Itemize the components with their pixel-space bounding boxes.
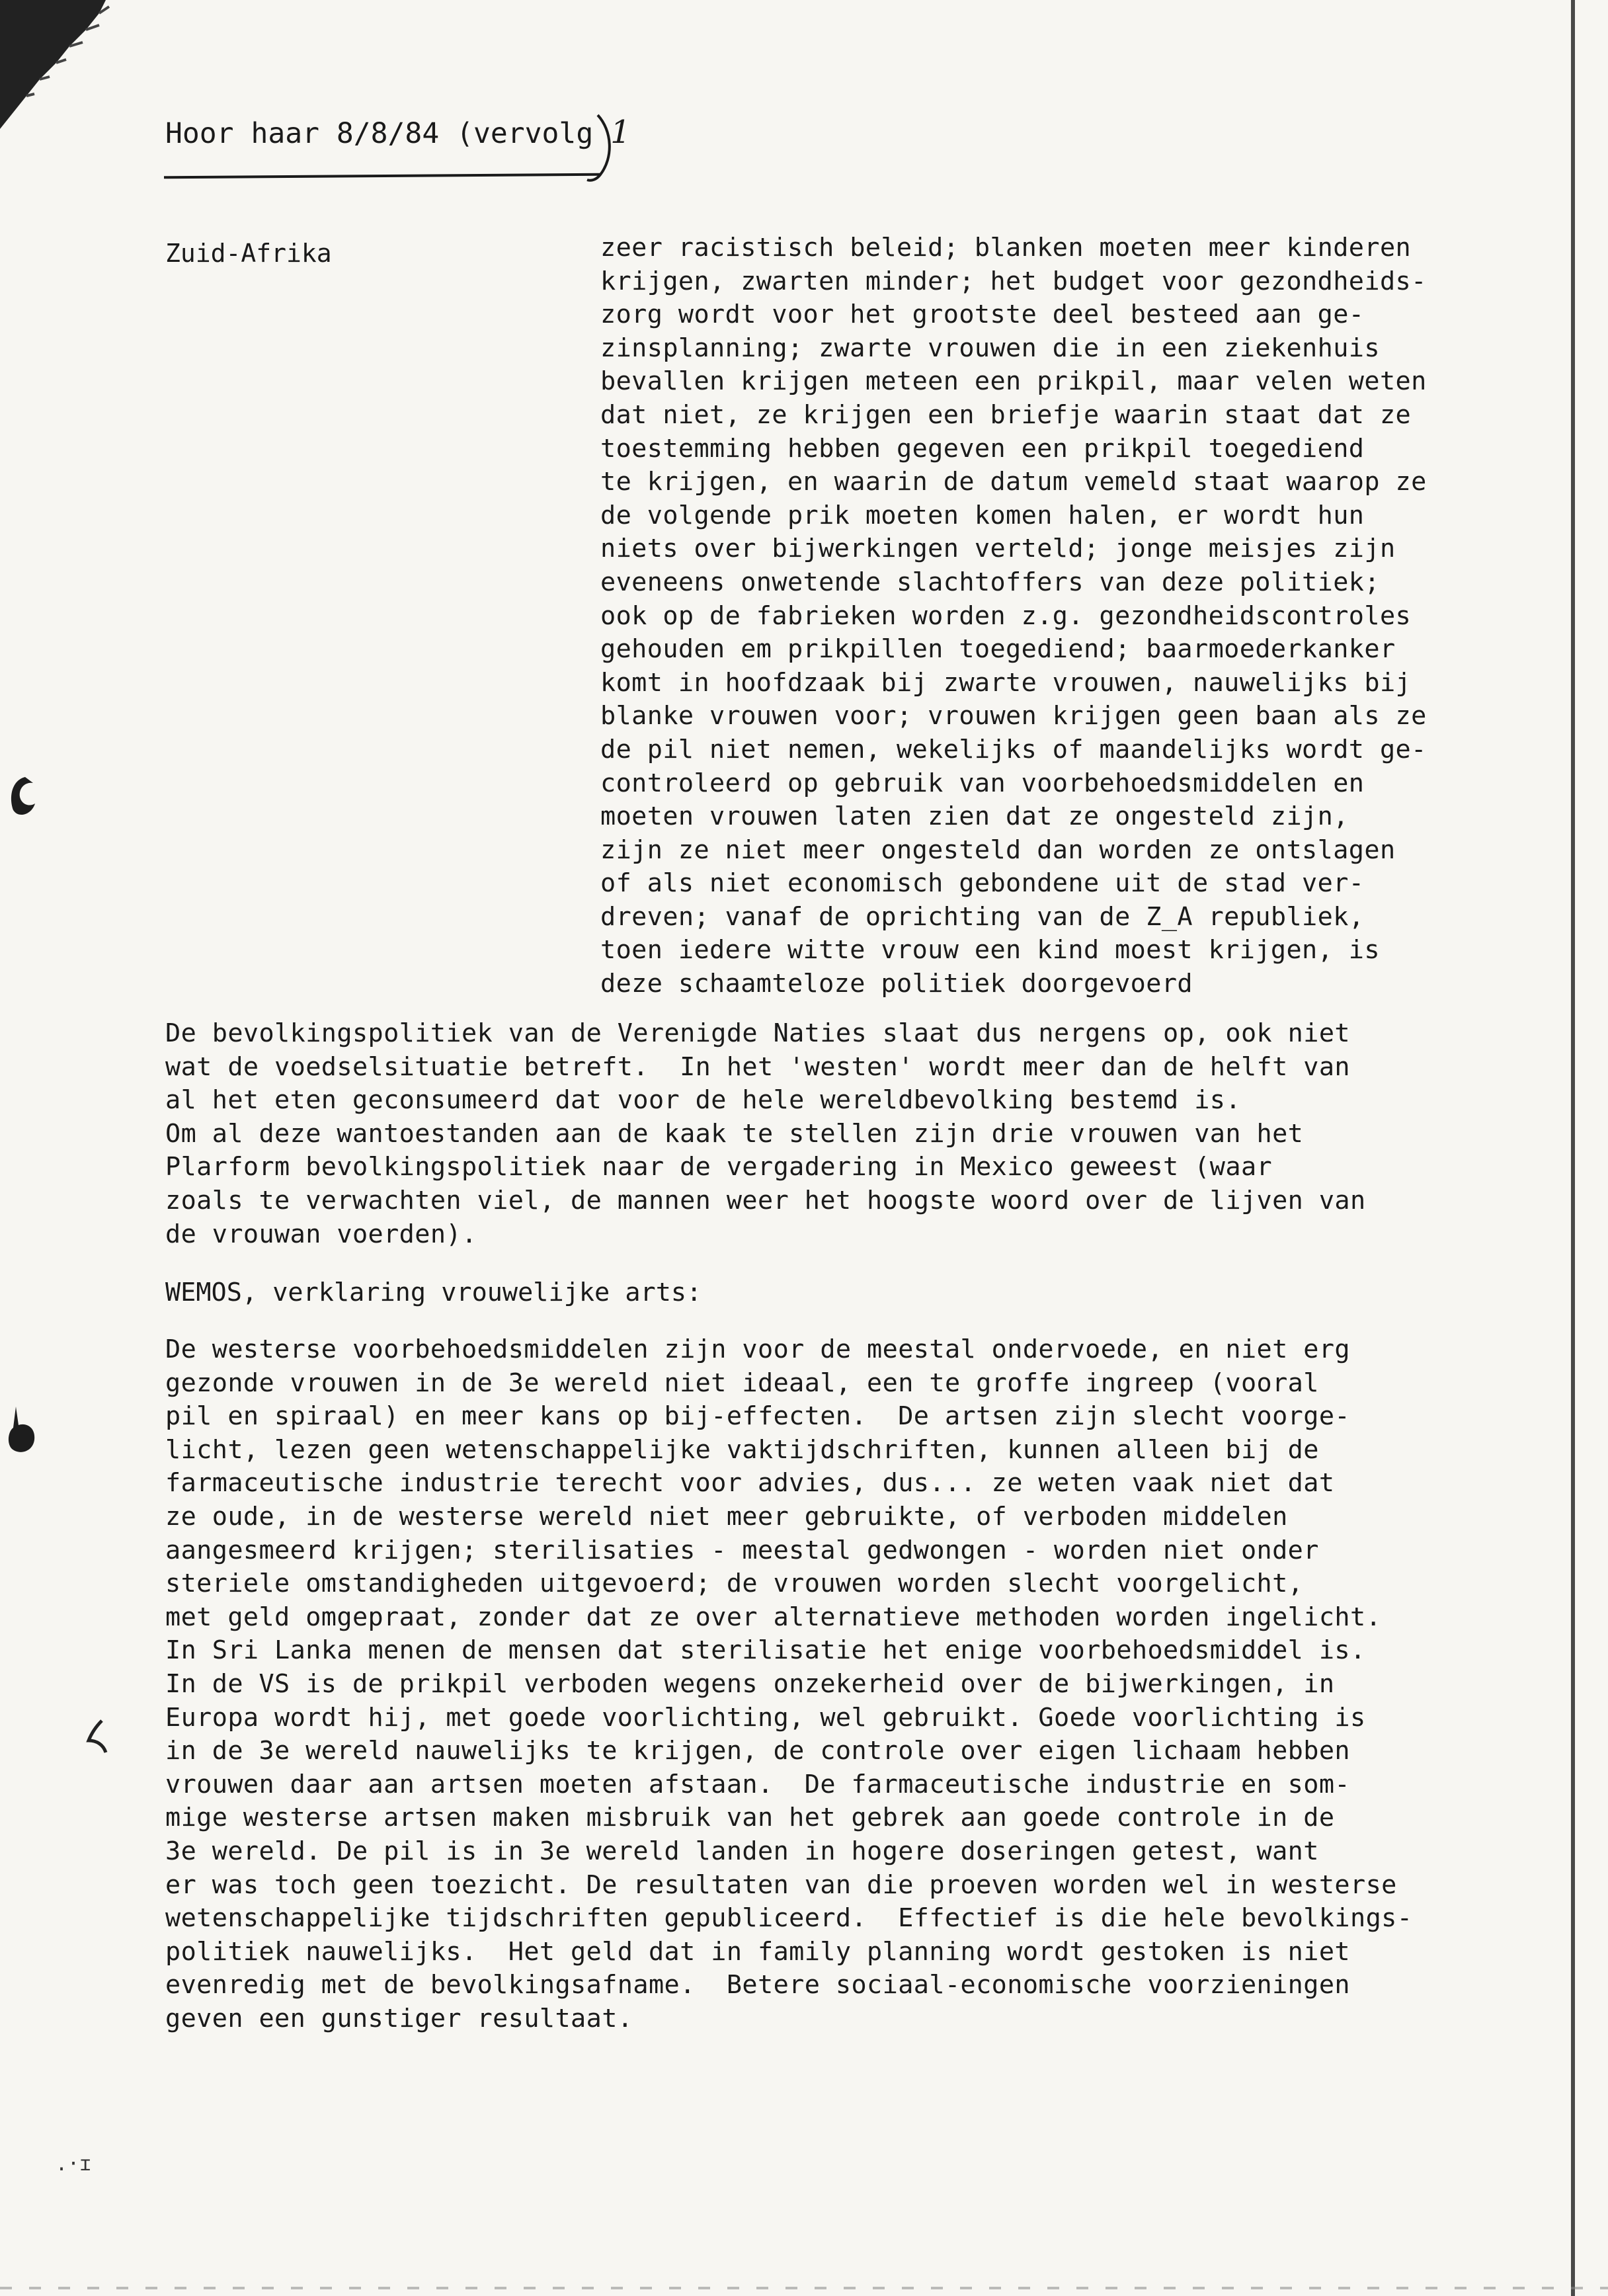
text-line: te krijgen, en waarin de datum vemeld staat waarop ze: [600, 467, 1427, 497]
text-line: 3e wereld. De pil is in 3e wereld landen in hogere doseringen getest, want: [165, 1836, 1319, 1866]
text-line: farmaceutische industrie terecht voor advies, dus... ze weten vaak niet dat: [165, 1468, 1335, 1498]
text-line: De westerse voorbehoedsmiddelen zijn voor de meestal ondervoede, en niet erg: [165, 1334, 1351, 1364]
text-line: Om al deze wantoestanden aan de kaak te stellen zijn drie vrouwen van het: [165, 1118, 1304, 1149]
text-line: mige westerse artsen maken misbruik van het gebrek aan goede controle in de: [165, 1803, 1335, 1833]
text-line: bevallen krijgen meteen een prikpil, maar velen weten: [600, 366, 1427, 397]
text-line: In Sri Lanka menen de mensen dat sterilisatie het enige voorbehoedsmiddel is.: [165, 1635, 1366, 1666]
text-line: eveneens onwetende slachtoffers van deze politiek;: [600, 567, 1380, 597]
text-line: steriele omstandigheden uitgevoerd; de vrouwen worden slecht voorgelicht,: [165, 1569, 1304, 1599]
text-line: niets over bijwerkingen verteld; jonge meisjes zijn: [600, 534, 1396, 564]
text-line: gehouden em prikpillen toegediend; baarmoederkanker: [600, 634, 1396, 665]
text-line: al het eten geconsumeerd dat voor de hele wereldbevolking bestemd is.: [165, 1085, 1241, 1116]
text-line: De bevolkingspolitiek van de Verenigde Naties slaat dus nergens op, ook niet: [165, 1018, 1351, 1048]
text-line: licht, lezen geen wetenschappelijke vaktijdschriften, kunnen alleen bij de: [165, 1434, 1319, 1465]
text-line: zorg wordt voor het grootste deel besteed aan ge-: [600, 300, 1365, 330]
section-label-south-africa: Zuid-Afrika: [165, 239, 332, 268]
text-line: dreven; vanaf de oprichting van de Z_A republiek,: [600, 901, 1365, 932]
text-line: wetenschappelijke tijdschriften gepubliceerd. Effectief is die hele bevolkings-: [165, 1903, 1413, 1934]
text-line: met geld omgepraat, zonder dat ze over alternatieve methoden worden ingelicht.: [165, 1602, 1382, 1632]
header-title: Hoor haar 8/8/84 (vervolg: [165, 117, 594, 150]
text-line: of als niet economisch gebondene uit de stad ver-: [600, 868, 1365, 899]
margin-pen-mark: [83, 1718, 112, 1759]
un-paragraph: [165, 1017, 1554, 1251]
text-line: blanke vrouwen voor; vrouwen krijgen geen baan als ze: [600, 701, 1427, 731]
text-line: evenredig met de bevolkingsafname. Betere sociaal-economische voorzieningen: [165, 1970, 1351, 2000]
text-line: toen iedere witte vrouw een kind moest krijgen, is: [600, 935, 1380, 965]
text-line: aangesmeerd krijgen; sterilisaties - meestal gedwongen - worden niet onder: [165, 1535, 1319, 1565]
text-line: pil en spiraal) en meer kans op bij-effecten. De artsen zijn slecht voorge-: [165, 1401, 1351, 1432]
scan-right-edge-line: [1571, 0, 1575, 2296]
text-line: de vrouwan voerden).: [165, 1219, 477, 1249]
text-line: geven een gunstiger resultaat.: [165, 2003, 633, 2033]
text-line: Europa wordt hij, met goede voorlichting, wel gebruikt. Goede voorlichting is: [165, 1702, 1366, 1733]
text-line: de volgende prik moeten komen halen, er wordt hun: [600, 500, 1365, 530]
text-line: gezonde vrouwen in de 3e wereld niet ideaal, een te groffe ingreep (vooral: [165, 1368, 1319, 1398]
scan-bottom-edge: [0, 2287, 1608, 2289]
text-line: zeer racistisch beleid; blanken moeten meer kinderen: [600, 233, 1412, 263]
scan-corner-mark: [0, 0, 112, 132]
text-line: zoals te verwachten viel, de mannen weer het hoogste woord over de lijven van: [165, 1185, 1366, 1215]
text-line: komt in hoofdzaak bij zwarte vrouwen, nauwelijks bij: [600, 667, 1412, 698]
page-header: [165, 112, 631, 153]
text-line: zinsplanning; zwarte vrouwen die in een ziekenhuis: [600, 333, 1380, 363]
text-line: zijn ze niet meer ongesteld dan worden ze ontslagen: [600, 835, 1396, 865]
text-line: toestemming hebben gegeven een prikpil toegediend: [600, 433, 1365, 464]
text-line: er was toch geen toezicht. De resultaten van die proeven worden wel in westerse: [165, 1869, 1397, 1900]
text-line: deze schaamteloze politiek doorgevoerd: [600, 969, 1193, 999]
text-line: controleerd op gebruik van voorbehoedsmiddelen en: [600, 768, 1365, 798]
header-underline: [164, 173, 600, 179]
scan-foot-mark: .·ɪ: [56, 2152, 92, 2176]
text-line: de pil niet nemen, wekelijks of maandelijks wordt ge-: [600, 734, 1427, 764]
margin-blot-2: [4, 1405, 40, 1458]
text-line: ze oude, in de westerse wereld niet meer gebruikte, of verboden middelen: [165, 1501, 1288, 1532]
text-line: in de 3e wereld nauwelijks te krijgen, de controle over eigen lichaam hebben: [165, 1736, 1351, 1766]
text-line: wat de voedselsituatie betreft. In het 'westen' wordt meer dan de helft van: [165, 1051, 1351, 1082]
text-line: politiek nauwelijks. Het geld dat in family planning wordt gestoken is niet: [165, 1936, 1351, 1967]
paragraph-gap: [165, 1309, 1554, 1333]
south-africa-text: [600, 231, 1539, 1001]
text-line: In de VS is de prikpil verboden wegens onzekerheid over de bijwerkingen, in: [165, 1668, 1335, 1699]
text-line: krijgen, zwarten minder; het budget voor gezondheids-: [600, 266, 1427, 296]
wemos-section: [165, 1276, 1554, 2035]
text-line: ook op de fabrieken worden z.g. gezondheidscontroles: [600, 600, 1412, 631]
wemos-heading: WEMOS, verklaring vrouwelijke arts:: [165, 1278, 702, 1307]
text-line: dat niet, ze krijgen een briefje waarin staat dat ze: [600, 399, 1412, 430]
text-line: Plarform bevolkingspolitiek naar de vergadering in Mexico geweest (waar: [165, 1152, 1273, 1182]
header-handwritten-page-number: 1: [610, 114, 631, 151]
text-line: vrouwen daar aan artsen moeten afstaan. De farmaceutische industrie en som-: [165, 1769, 1351, 1799]
text-line: moeten vrouwen laten zien dat ze ongesteld zijn,: [600, 801, 1349, 832]
margin-blot-1: [5, 774, 38, 820]
